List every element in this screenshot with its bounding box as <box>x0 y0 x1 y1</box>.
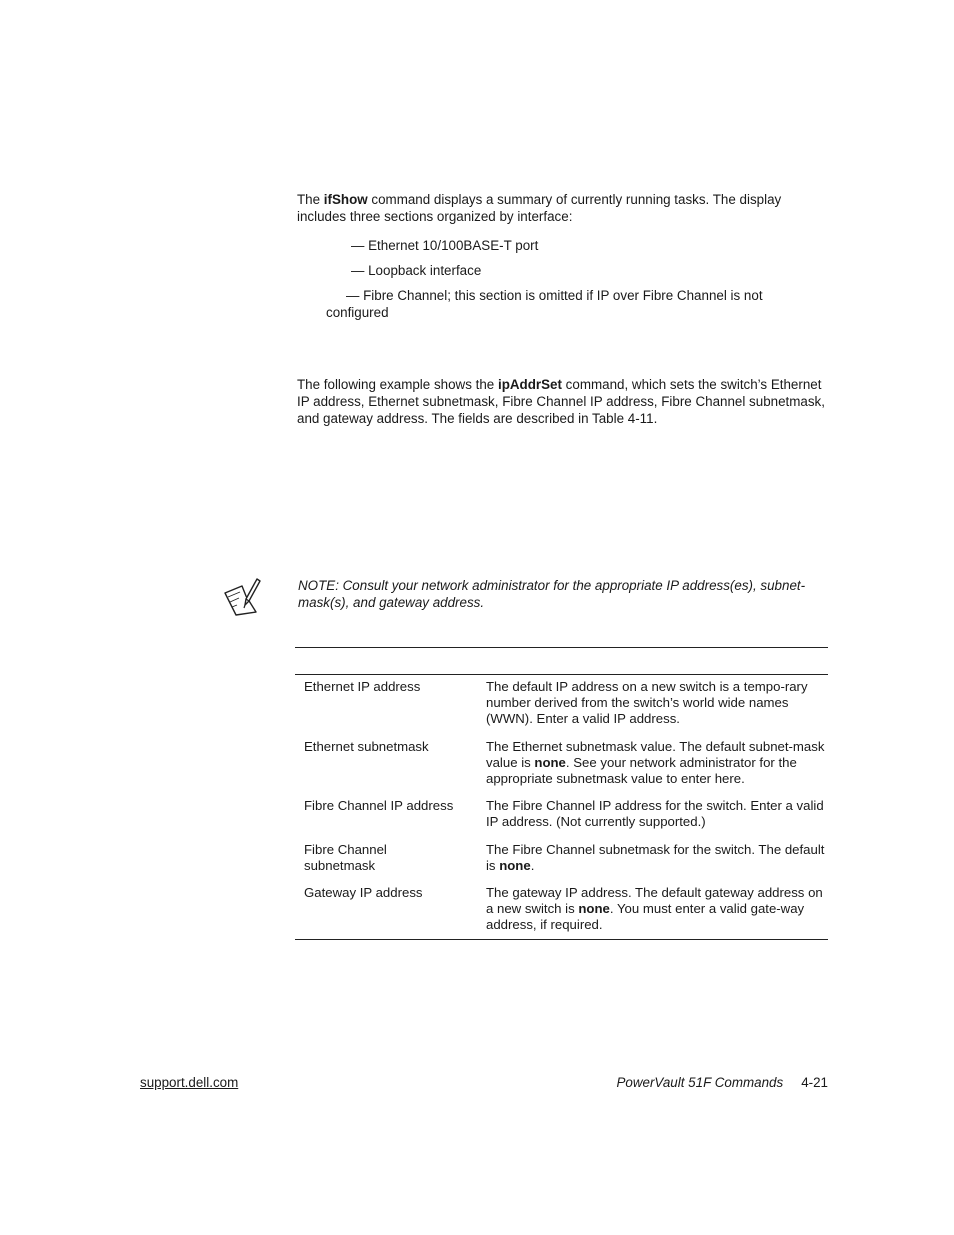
table-field-ethernet-ip: Ethernet IP address <box>304 679 421 694</box>
ifshow-command: ifShow <box>323 192 368 207</box>
ipaddrset-pre: The following example shows the <box>297 377 498 392</box>
ifshow-pre: The <box>297 192 324 207</box>
table-bottom-rule <box>295 939 828 940</box>
ipaddrset-post: command, which sets the switch’s Ethernet IP address, Ethernet subnetmask, Fibre Channel IP address, Fibre Channel subnetmask, and gateway address. The fields are described in Table 4-11. <box>297 377 825 426</box>
bullet-loopback: — Loopback interface <box>351 263 482 278</box>
ipaddrset-command: ipAddrSet <box>497 377 562 392</box>
footer-page-number: 4-21 <box>801 1075 828 1090</box>
table-field-ethernet-subnetmask: Ethernet subnetmask <box>304 739 429 754</box>
table-desc-ethernet-subnetmask: The Ethernet subnetmask value. The default subnet-mask value is none. See your network administrator for the appropriate subnetmask value to enter here. <box>486 739 825 786</box>
table-field-fc-ip: Fibre Channel IP address <box>304 798 454 813</box>
footer-title: PowerVault 51F Commands <box>616 1075 784 1090</box>
table-header-rule <box>295 674 828 675</box>
ifshow-post: command displays a summary of currently running tasks. The display includes three sections organized by interface: <box>297 192 782 224</box>
note-pencil-icon <box>222 578 262 616</box>
note-text: NOTE: Consult your network administrator for the appropriate IP address(es), subnet-mask(s), and gateway address. <box>298 578 806 610</box>
bullet-fibre-channel: — Fibre Channel; this section is omitted if IP over Fibre Channel is not configured <box>326 288 763 320</box>
table-field-gateway-ip: Gateway IP address <box>304 885 423 900</box>
bullet-ethernet: — Ethernet 10/100BASE-T port <box>351 238 539 253</box>
ipaddrset-description <box>297 376 832 427</box>
table-desc-fc-subnetmask: The Fibre Channel subnetmask for the switch. The default is none. <box>486 842 825 873</box>
table-desc-gateway-ip: The gateway IP address. The default gateway address on a new switch is none. You must enter a valid gate-way address, if required. <box>486 885 823 932</box>
footer-support-link[interactable]: support.dell.com <box>140 1075 239 1090</box>
table-field-fc-subnetmask: Fibre Channel subnetmask <box>304 842 387 873</box>
table-desc-ethernet-ip: The default IP address on a new switch is a tempo-rary number derived from the switch’s world wide names (WWN). Enter a valid IP address. <box>486 679 808 726</box>
table-desc-fc-ip: The Fibre Channel IP address for the switch. Enter a valid IP address. (Not currently supported.) <box>486 798 824 829</box>
ifshow-description <box>297 191 832 225</box>
table-top-rule <box>295 647 828 648</box>
footer-page-label <box>560 1074 828 1091</box>
